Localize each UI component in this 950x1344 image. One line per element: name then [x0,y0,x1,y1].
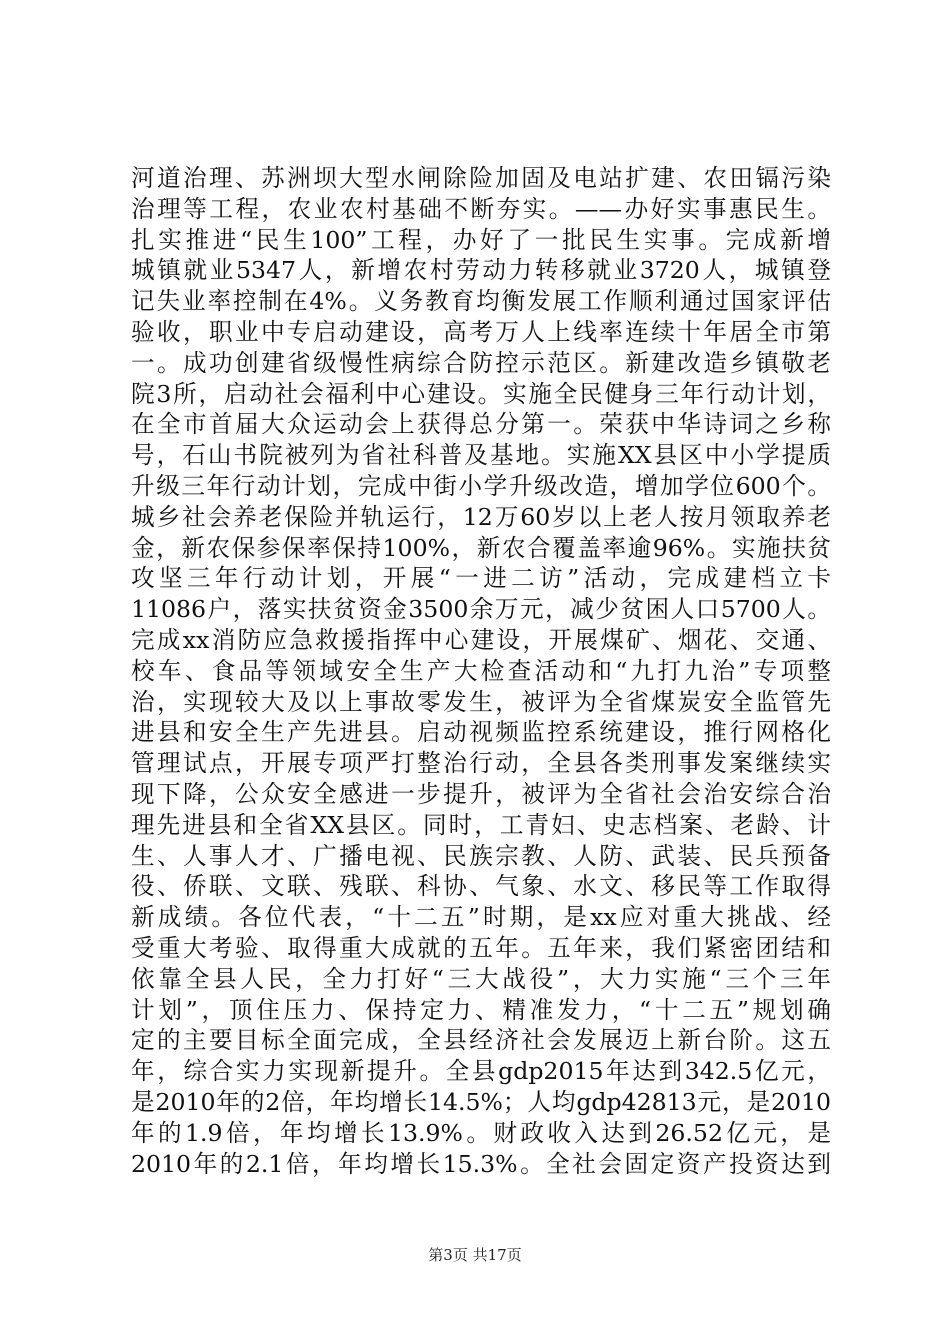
body-line: 理先进县和全省XX县区。同时，工青妇、史志档案、老龄、计 [131,810,831,839]
body-line: 2010年的2.1倍，年均增长15.3%。全社会固定资产投资达到 [131,1149,831,1178]
body-line: 院3所，启动社会福利中心建设。实施全民健身三年行动计划， [131,379,831,408]
body-line: 升级三年行动计划，完成中街小学升级改造，增加学位600个。 [131,471,831,500]
body-line: 完成xx消防应急救援指挥中心建设，开展煤矿、烟花、交通、 [131,625,831,654]
body-line: 金，新农保参保率保持100%，新农合覆盖率逾96%。实施扶贫 [131,533,831,562]
body-line: 在全市首届大众运动会上获得总分第一。荣获中华诗词之乡称 [131,410,831,439]
body-line: 验收，职业中专启动建设，高考万人上线率连续十年居全市第 [131,317,831,346]
body-line: 城乡社会养老保险并轨运行，12万60岁以上老人按月领取养老 [131,502,831,531]
body-line: 受重大考验、取得重大成就的五年。五年来，我们紧密团结和 [131,933,831,962]
body-line: 生、人事人才、广播电视、民族宗教、人防、武装、民兵预备 [131,841,831,870]
body-line: 城镇就业5347人，新增农村劳动力转移就业3720人，城镇登 [131,256,831,285]
body-line: 役、侨联、文联、残联、科协、气象、水文、移民等工作取得 [131,872,831,901]
body-line: 河道治理、苏洲坝大型水闸除险加固及电站扩建、农田镉污染 [131,164,831,192]
body-line: 校车、食品等领域安全生产大检查活动和“九打九治”专项整 [131,656,831,685]
body-line: 年，综合实力实现新提升。全县gdp2015年达到342.5亿元， [131,1057,831,1086]
body-line: 扎实推进“民生100”工程，办好了一批民生实事。完成新增 [131,225,831,254]
body-line: 11086户，落实扶贫资金3500余万元，减少贫困人口5700人。 [131,595,831,624]
body-line: 记失业率控制在4%。义务教育均衡发展工作顺利通过国家评估 [131,287,831,316]
body-line: 现下降，公众安全感进一步提升，被评为全省社会治安综合治 [131,779,831,808]
body-line: 依靠全县人民，全力打好“三大战役”，大力实施“三个三年 [131,964,831,993]
body-line: 治，实现较大及以上事故零发生，被评为全省煤炭安全监管先 [131,687,831,716]
body-line: 管理试点，开展专项严打整治行动，全县各类刑事发案继续实 [131,749,831,778]
page-number: 第3页 共17页 [428,1246,522,1264]
body-line: 新成绩。各位代表，“十二五”时期，是xx应对重大挑战、经 [131,903,831,932]
body-line: 进县和安全生产先进县。启动视频监控系统建设，推行网格化 [131,718,831,747]
body-line: 号，石山书院被列为省社科普及基地。实施XX县区中小学提质 [131,441,831,470]
body-line: 定的主要目标全面完成，全县经济社会发展迈上新台阶。这五 [131,1026,831,1055]
body-line: 计划”，顶住压力、保持定力、精准发力，“十二五”规划确 [131,995,831,1024]
body-text [131,163,831,1179]
body-line: 一。成功创建省级慢性病综合防控示范区。新建改造乡镇敬老 [131,348,831,377]
body-line: 攻坚三年行动计划，开展“一进二访”活动，完成建档立卡 [131,564,831,593]
body-line: 是2010年的2倍，年均增长14.5%；人均gdp42813元，是2010 [131,1087,831,1116]
body-line: 治理等工程，农业农村基础不断夯实。——办好实事惠民生。 [131,194,831,223]
body-line: 年的1.9倍，年均增长13.9%。财政收入达到26.52亿元，是 [131,1118,831,1147]
